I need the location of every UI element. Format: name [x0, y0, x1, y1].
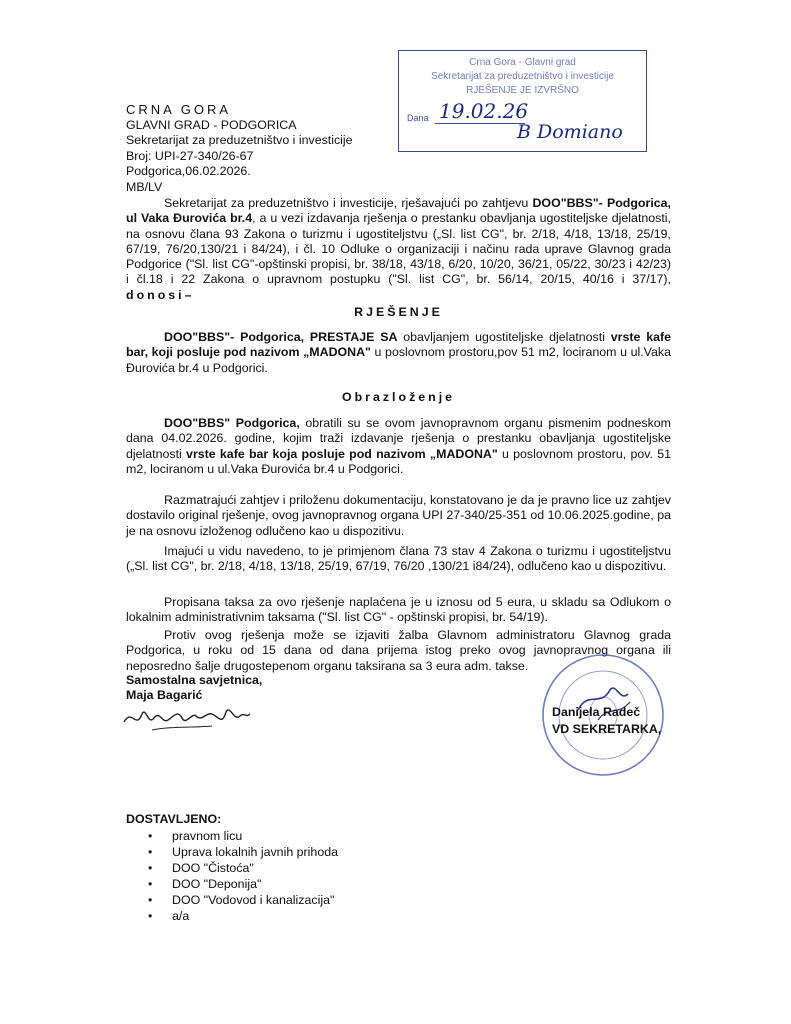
reasoning-paragraph-5: Protiv ovog rješenja može se izjaviti žalba Glavnom administratoru Glavnog grada Podgorica, u roku od 15 dana od dana prijema istog preko ovog javnopravnog organa ili neposredno šalje drugostepenom organu taksirana sa 3 eura adm. takse.	[126, 628, 671, 673]
header-country: CRNA GORA	[126, 102, 232, 117]
right-signature-name: Danijela Radeč	[552, 705, 641, 719]
intro-paragraph	[126, 196, 671, 303]
reasoning-paragraph-4: Propisana taksa za ovo rješenje naplaćena je u iznosu od 5 eura, u skladu sa Odlukom o lokalnim administrativnim taksama ("Sl. list CG" - opštinski propisi, br. 54/19).	[126, 595, 671, 625]
intro-applicant: DOO"BBS"- Podgorica, ul Vaka Đurovića br.4	[126, 196, 671, 226]
delivery-item: • DOO "Vodovod i kanalizacija"	[148, 892, 338, 908]
intro-text-2: , a u vezi izdavanja rješenja o prestanku obavljanja ugostiteljske djelatnosti, na osnovu člana 93 Zakona o turizmu i ugostiteljstvu („Sl. list CG", br. 2/18, 4/18, 13/18, 25/19, 67/19, 76/20,130/21 i 84/24), i čl. 10 Odluke o organizaciji i načinu rada uprave Glavnog grada Podgorice ("Sl. list CG"-opštinski propisi, br. 38/18, 43/18, 6/20, 10/20, 36/21, 05/22, 30/23 i 42/23) i čl.18 i 22 Zakona o upravnom postupku ("Sl. list CG", br. 56/14, 20/15, 40/16 i 37/17),	[126, 211, 671, 287]
delivery-title: DOSTAVLJENO:	[126, 812, 222, 826]
left-handwritten-signature	[122, 700, 252, 734]
left-signature-block	[126, 673, 262, 703]
reasoning-bold-2: vrste kafe bar koja posluje pod nazivom „MADONA"	[186, 446, 498, 461]
stamp-date-label: Dana	[407, 113, 429, 123]
decision-text-1: obavljanjem ugostiteljske djelatnosti	[397, 330, 611, 344]
header-city: GLAVNI GRAD - PODGORICA	[126, 117, 297, 132]
delivery-item: • DOO "Deponija"	[148, 876, 338, 892]
left-signature-name: Maja Bagarić	[126, 688, 203, 702]
reasoning-title: Obrazloženje	[341, 390, 456, 404]
document-header	[126, 102, 353, 195]
decision-bold-2: vrste kafe bar, koji posluje pod nazivom „MADONA"	[126, 330, 671, 360]
stamp-line-3: RJEŠENJE JE IZVRŠNO	[466, 85, 579, 96]
header-initials: MB/LV	[126, 179, 163, 194]
delivery-item: • DOO "Čistoća"	[148, 860, 338, 876]
delivery-item: • pravnom licu	[148, 828, 338, 844]
header-number: Broj: UPI-27-340/26-67	[126, 148, 254, 163]
stamp-signature: B Domiano	[517, 121, 623, 143]
decision-paragraph	[126, 330, 671, 376]
intro-text-1: Sekretarijat za preduzetništvo i investicije, rješavajući po zahtjevu	[164, 196, 533, 210]
right-signature-role: VD SEKRETARKA,	[552, 722, 662, 736]
stamp-line-2: Sekretarijat za preduzetništvo i investicije	[431, 71, 614, 82]
reasoning-text-2: u poslovnom prostoru, pov. 51 m2, lociranom u ul.Vaka Đurovića br.4 u Podgorici.	[126, 446, 671, 476]
reasoning-applicant: DOO"BBS" Podgorica,	[164, 416, 300, 430]
decision-text-2: u poslovnom prostoru,pov 51 m2, lociranom u ul.Vaka Đurovića br.4 u Podgorici.	[126, 345, 671, 375]
stamp-date-line	[435, 123, 525, 124]
delivery-item: • Uprava lokalnih javnih prihoda	[148, 844, 338, 860]
intro-donosi: donosi–	[126, 287, 195, 302]
delivery-item: • a/a	[148, 908, 338, 924]
right-signature-block	[552, 704, 661, 738]
decision-bold-1: DOO"BBS"- Podgorica, PRESTAJE SA	[164, 330, 398, 344]
left-signature-role: Samostalna savjetnica,	[126, 673, 263, 687]
header-department: Sekretarijat za preduzetništvo i investicije	[126, 133, 353, 147]
reception-stamp	[398, 50, 647, 152]
reasoning-paragraph-1	[126, 416, 671, 477]
delivery-list	[148, 828, 338, 924]
reasoning-paragraph-3: Imajući u vidu navedeno, to je primjenom člana 73 stav 4 Zakona o turizmu i ugostiteljstvu („Sl. list CG", br. 2/18, 4/18, 13/18, 25/19, 67/19, 76/20 ,130/21 i84/24), odlučeno kao u dispozitivu.	[126, 544, 671, 574]
header-place-date: Podgorica,06.02.2026.	[126, 164, 251, 178]
stamp-line-1: Crna Gora - Glavni grad	[469, 57, 576, 68]
stamp-date-handwritten: 19.02.26	[439, 99, 529, 123]
reasoning-paragraph-2: Razmatrajući zahtjev i priloženu dokumentaciju, konstatovano je da je pravno lice uz zahtjev dostavilo original rješenje, ovog javnopravnog organa UPI 27-340/25-351 od 10.06.2025.godine, pa je na osnovu izloženog odlučeno kao u dispozitivu.	[126, 493, 671, 538]
reasoning-text-1: obratili su se ovom javnopravnom organu pismenim podneskom dana 04.02.2026. godine, kojim traži izdavanje rješenja o prestanku obavljanja ugostiteljske djelatnosti	[126, 416, 672, 461]
decision-title: RJEŠENJE	[354, 305, 443, 319]
